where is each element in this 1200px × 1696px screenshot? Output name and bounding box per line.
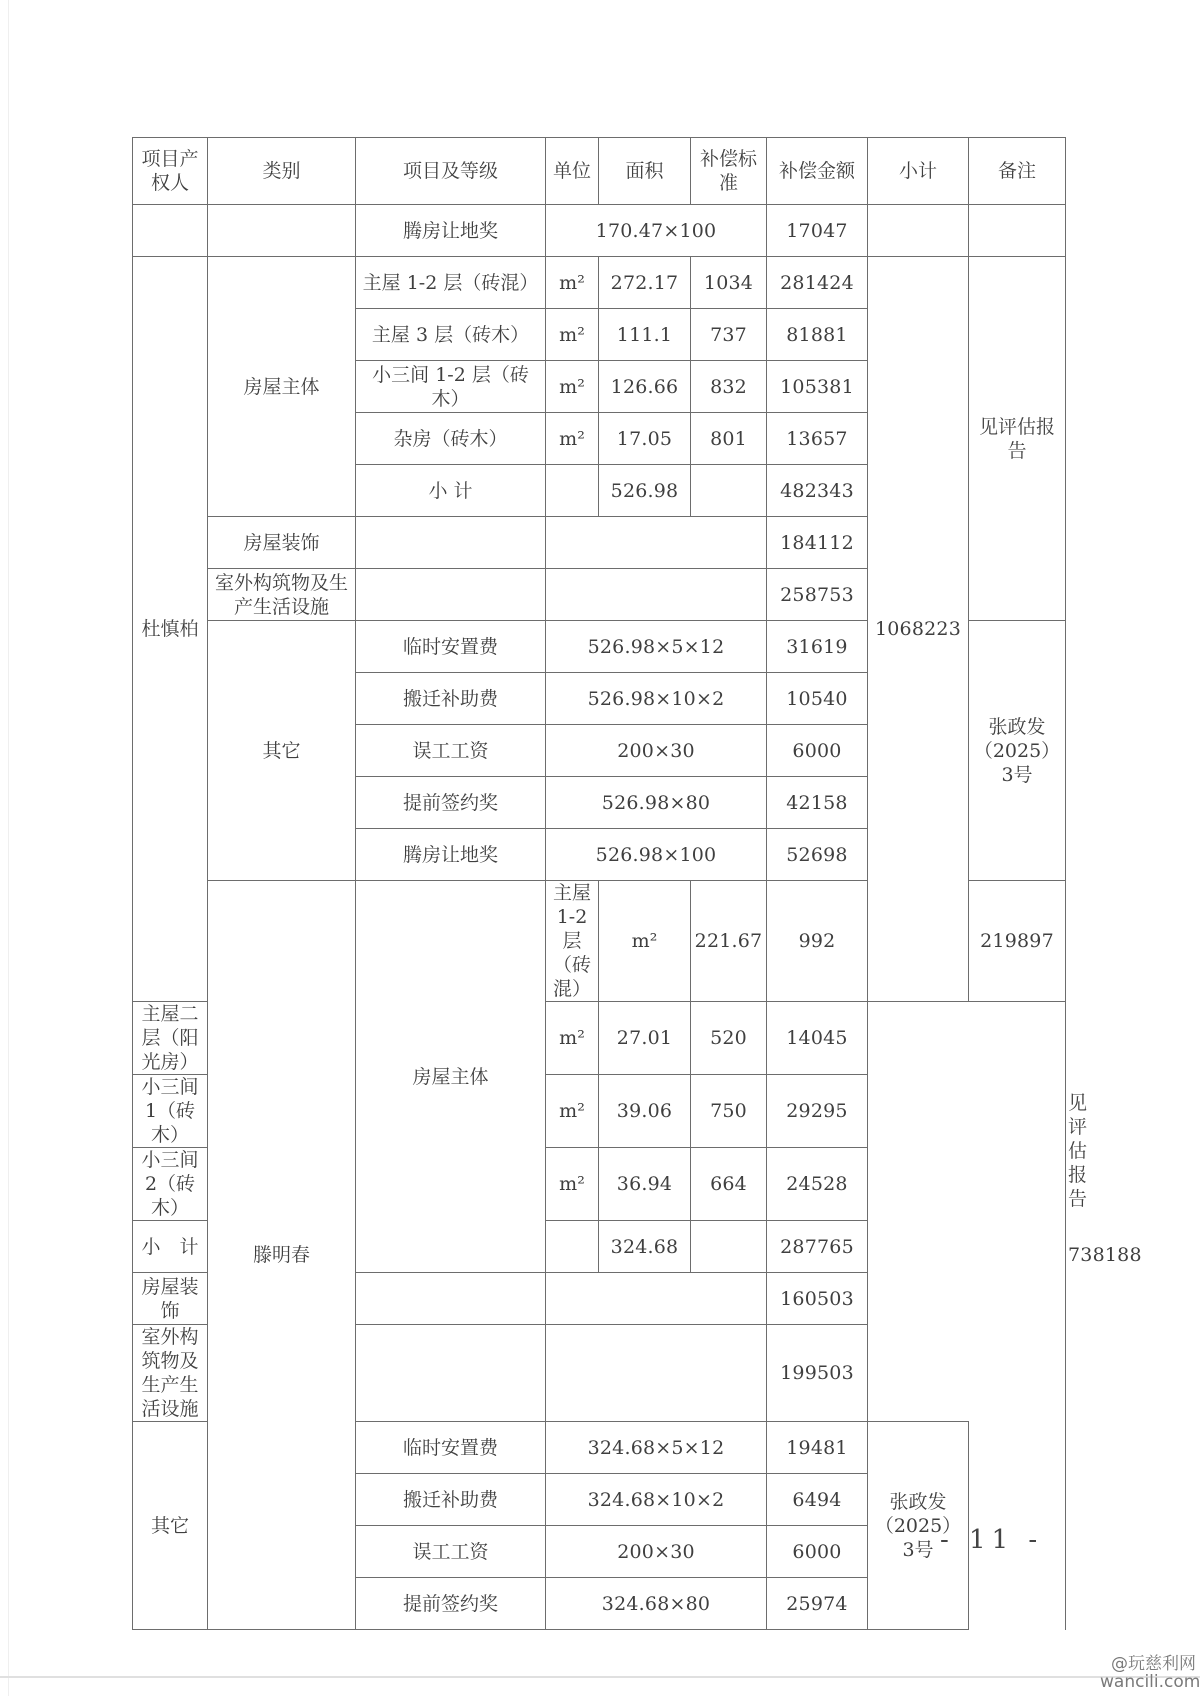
item-cell-empty — [356, 517, 546, 569]
category-outdoor: 室外构筑物及生产生活设施 — [133, 1325, 208, 1422]
unit-cell: m² — [546, 1148, 599, 1221]
item-cell: 小三间 2（砖木） — [133, 1148, 208, 1221]
category-decoration: 房屋装饰 — [208, 517, 356, 569]
header-item: 项目及等级 — [356, 138, 546, 205]
unit-cell: m² — [546, 1002, 599, 1075]
amount-cell: 482343 — [767, 465, 868, 517]
item-cell-empty — [356, 569, 546, 621]
formula-cell-empty — [546, 1273, 767, 1325]
area-cell: 27.01 — [599, 1002, 691, 1075]
amount-cell: 6494 — [767, 1474, 868, 1526]
formula-cell: 324.68×80 — [546, 1578, 767, 1630]
remark-policy: 张政发（2025）3号 — [868, 1422, 969, 1630]
category-main: 房屋主体 — [208, 257, 356, 517]
owner-name: 杜慎柏 — [133, 257, 208, 1002]
unit-cell: m² — [546, 413, 599, 465]
formula-cell: 526.98×80 — [546, 777, 767, 829]
area-cell: 17.05 — [599, 413, 691, 465]
item-cell: 小三间 1-2 层（砖木） — [356, 361, 546, 413]
formula-cell: 170.47×100 — [546, 205, 767, 257]
amount-cell: 19481 — [767, 1422, 868, 1474]
owner-cell-empty — [133, 205, 208, 257]
item-cell: 误工工资 — [356, 725, 546, 777]
amount-cell: 52698 — [767, 829, 868, 881]
amount-cell: 13657 — [767, 413, 868, 465]
category-main: 房屋主体 — [356, 881, 546, 1273]
unit-cell-empty — [546, 1221, 599, 1273]
category-outdoor: 室外构筑物及生产生活设施 — [208, 569, 356, 621]
formula-cell-empty — [546, 517, 767, 569]
amount-cell: 199503 — [767, 1325, 868, 1422]
item-cell: 主屋 1-2 层（砖混） — [546, 881, 599, 1002]
amount-cell: 219897 — [969, 881, 1066, 1002]
table-row — [133, 257, 1066, 309]
amount-cell: 281424 — [767, 257, 868, 309]
header-subtotal: 小计 — [868, 138, 969, 205]
formula-cell: 324.68×5×12 — [546, 1422, 767, 1474]
standard-cell: 737 — [691, 309, 767, 361]
table-row — [133, 205, 1066, 257]
area-cell: 36.94 — [599, 1148, 691, 1221]
standard-cell: 832 — [691, 361, 767, 413]
amount-cell: 81881 — [767, 309, 868, 361]
table-row: 滕明春 房屋主体 主屋 1-2 层（砖混） m² 221.67 992 219897 738188 见评估报告 — [133, 881, 1066, 1002]
area-cell: 272.17 — [599, 257, 691, 309]
area-cell: 111.1 — [599, 309, 691, 361]
area-cell: 324.68 — [599, 1221, 691, 1273]
header-amount: 补偿金额 — [767, 138, 868, 205]
unit-cell: m² — [546, 257, 599, 309]
amount-cell: 14045 — [767, 1002, 868, 1075]
formula-cell: 324.68×10×2 — [546, 1474, 767, 1526]
item-cell: 腾房让地奖 — [356, 829, 546, 881]
watermark — [1100, 1654, 1200, 1692]
amount-cell: 17047 — [767, 205, 868, 257]
amount-cell: 287765 — [767, 1221, 868, 1273]
standard-cell: 801 — [691, 413, 767, 465]
remark-cell-empty — [969, 205, 1066, 257]
table-header-row — [133, 138, 1066, 205]
unit-cell: m² — [546, 1075, 599, 1148]
header-owner: 项目产权人 — [133, 138, 208, 205]
item-cell: 主屋 3 层（砖木） — [356, 309, 546, 361]
watermark-line2: wancili.com — [1100, 1672, 1200, 1692]
area-cell: 39.06 — [599, 1075, 691, 1148]
standard-cell: 992 — [767, 881, 868, 1002]
item-cell: 搬迁补助费 — [356, 673, 546, 725]
category-other: 其它 — [208, 621, 356, 881]
header-remark: 备注 — [969, 138, 1066, 205]
standard-cell: 520 — [691, 1002, 767, 1075]
formula-cell-empty — [546, 569, 767, 621]
owner-name: 滕明春 — [208, 881, 356, 1630]
unit-cell-empty — [546, 465, 599, 517]
main-subtotal-label: 小 计 — [133, 1221, 208, 1273]
amount-cell: 258753 — [767, 569, 868, 621]
header-area: 面积 — [599, 138, 691, 205]
amount-cell: 25974 — [767, 1578, 868, 1630]
item-cell: 提前签约奖 — [356, 777, 546, 829]
page-edge — [8, 0, 9, 1696]
remark-policy: 张政发（2025）3号 — [969, 621, 1066, 881]
area-cell: 221.67 — [691, 881, 767, 1002]
amount-cell: 6000 — [767, 725, 868, 777]
standard-cell-empty — [691, 1221, 767, 1273]
amount-cell: 6000 — [767, 1526, 868, 1578]
item-cell: 小三间 1（砖木） — [133, 1075, 208, 1148]
standard-cell: 1034 — [691, 257, 767, 309]
compensation-table — [132, 137, 1142, 1630]
item-cell: 主屋 1-2 层（砖混） — [356, 257, 546, 309]
amount-cell: 42158 — [767, 777, 868, 829]
unit-cell: m² — [599, 881, 691, 1002]
item-cell: 腾房让地奖 — [356, 205, 546, 257]
item-cell: 临时安置费 — [356, 621, 546, 673]
category-decoration: 房屋装饰 — [133, 1273, 208, 1325]
formula-cell: 526.98×5×12 — [546, 621, 767, 673]
main-subtotal-label: 小 计 — [356, 465, 546, 517]
amount-cell: 160503 — [767, 1273, 868, 1325]
item-cell: 提前签约奖 — [356, 1578, 546, 1630]
item-cell-empty — [356, 1325, 546, 1422]
header-category: 类别 — [208, 138, 356, 205]
standard-cell: 750 — [691, 1075, 767, 1148]
amount-cell: 105381 — [767, 361, 868, 413]
item-cell: 临时安置费 — [356, 1422, 546, 1474]
area-cell: 126.66 — [599, 361, 691, 413]
owner-subtotal: 1068223 — [868, 257, 969, 1002]
header-standard: 补偿标准 — [691, 138, 767, 205]
page-number: - 11 - — [940, 1525, 1044, 1555]
category-cell-empty — [208, 205, 356, 257]
scan-edge-line — [0, 1676, 1200, 1678]
amount-cell: 10540 — [767, 673, 868, 725]
standard-cell: 664 — [691, 1148, 767, 1221]
item-cell: 主屋二层（阳光房） — [133, 1002, 208, 1075]
area-cell: 526.98 — [599, 465, 691, 517]
amount-cell: 184112 — [767, 517, 868, 569]
formula-cell: 200×30 — [546, 1526, 767, 1578]
unit-cell: m² — [546, 361, 599, 413]
item-cell: 搬迁补助费 — [356, 1474, 546, 1526]
item-cell: 误工工资 — [356, 1526, 546, 1578]
amount-cell: 24528 — [767, 1148, 868, 1221]
formula-cell: 526.98×10×2 — [546, 673, 767, 725]
remark-assessment: 见评估报告 — [969, 257, 1066, 621]
amount-cell: 29295 — [767, 1075, 868, 1148]
watermark-line1: @玩慈利网 — [1111, 1654, 1196, 1674]
header-unit: 单位 — [546, 138, 599, 205]
formula-cell-empty — [546, 1325, 767, 1422]
category-other: 其它 — [133, 1422, 208, 1630]
item-cell-empty — [356, 1273, 546, 1325]
standard-cell-empty — [691, 465, 767, 517]
unit-cell: m² — [546, 309, 599, 361]
amount-cell: 31619 — [767, 621, 868, 673]
item-cell: 杂房（砖木） — [356, 413, 546, 465]
formula-cell: 526.98×100 — [546, 829, 767, 881]
subtotal-cell-empty — [868, 205, 969, 257]
formula-cell: 200×30 — [546, 725, 767, 777]
